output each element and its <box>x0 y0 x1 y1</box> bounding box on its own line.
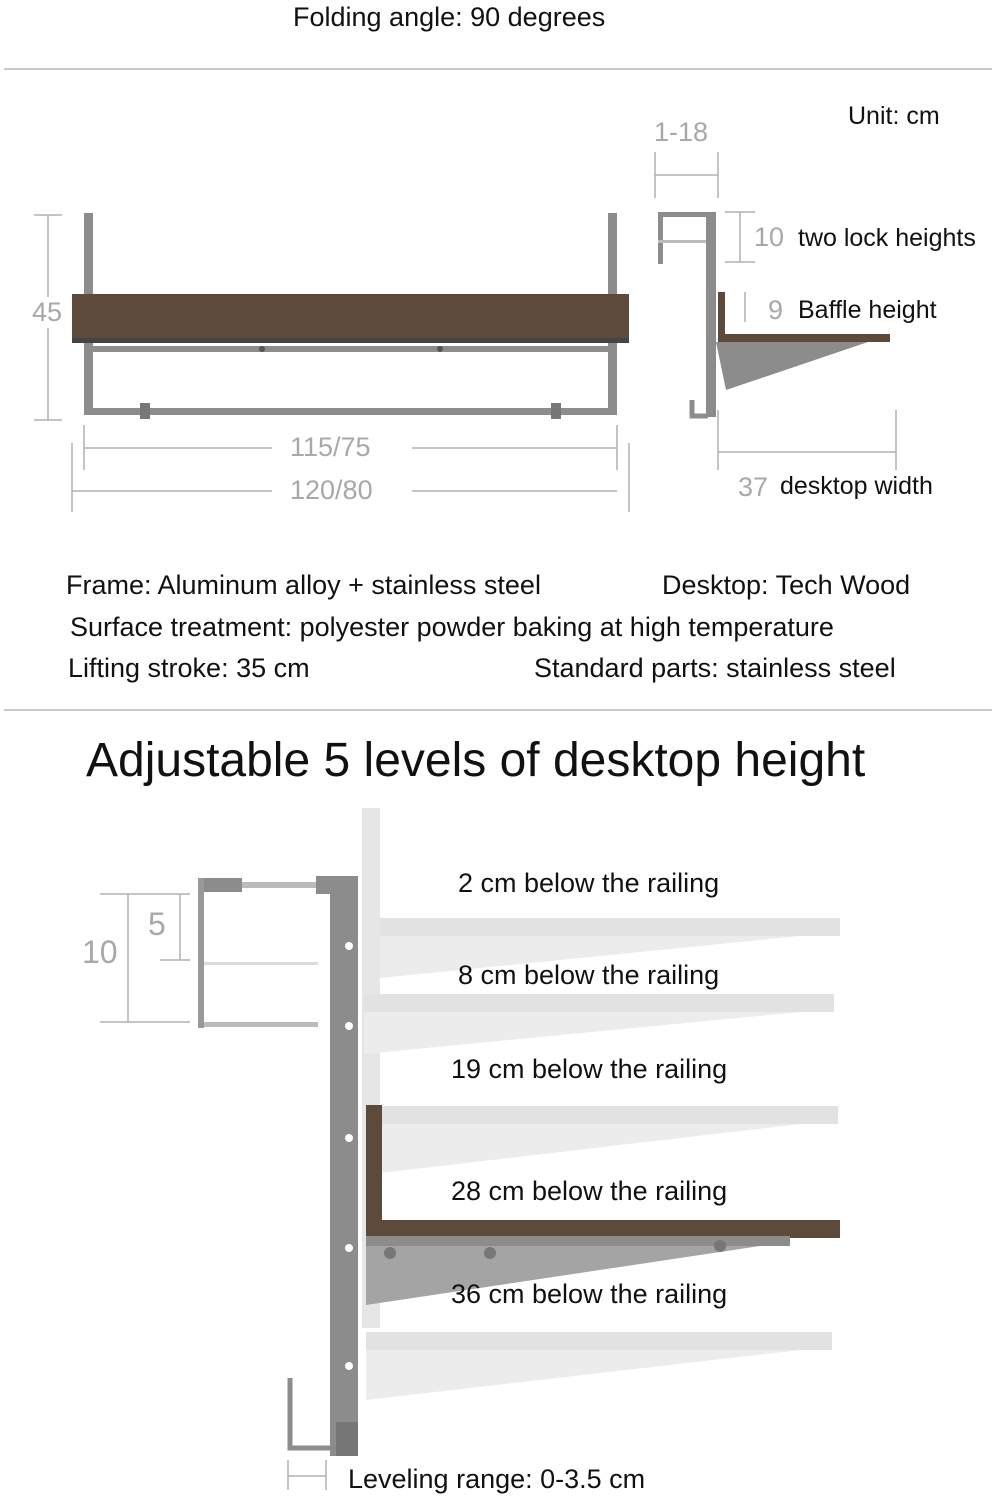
front-inner-width-label: 115/75 <box>290 432 371 462</box>
spec-desktop: Desktop: Tech Wood <box>662 570 911 600</box>
level-label-4: 28 cm below the railing <box>451 1176 728 1206</box>
hook-inner-dim: 5 <box>148 906 166 942</box>
leveling-range-text: Leveling range: 0-3.5 cm <box>348 1464 646 1494</box>
level-label-5: 36 cm below the railing <box>451 1279 728 1309</box>
baffle-height-label: Baffle height <box>798 296 937 324</box>
level-label-3: 19 cm below the railing <box>451 1054 728 1084</box>
baffle-height-value: 9 <box>768 295 784 325</box>
desktop-width-label: desktop width <box>780 472 933 500</box>
folding-angle-text: Folding angle: 90 degrees <box>293 2 606 32</box>
middle-divider <box>4 709 992 711</box>
level-label-2: 8 cm below the railing <box>458 960 720 990</box>
unit-label: Unit: cm <box>848 102 940 130</box>
levels-heading: Adjustable 5 levels of desktop height <box>86 734 866 787</box>
levels-diagram <box>0 800 996 1490</box>
front-outer-width-label: 120/80 <box>290 475 373 505</box>
spec-lifting: Lifting stroke: 35 cm <box>68 653 310 683</box>
level-shelf-3 <box>372 1106 838 1174</box>
desktop-width-value: 37 <box>738 472 769 502</box>
dimension-diagram <box>0 70 996 610</box>
lock-height-label: two lock heights <box>798 224 976 252</box>
front-height-label: 45 <box>32 297 63 327</box>
lock-height-value: 10 <box>754 222 785 252</box>
spec-frame: Frame: Aluminum alloy + stainless steel <box>66 570 541 600</box>
spec-standard-parts: Standard parts: stainless steel <box>534 653 896 683</box>
hook-outer-dim: 10 <box>82 934 118 970</box>
level-label-1: 2 cm below the railing <box>458 868 720 898</box>
level-shelf-2 <box>364 994 834 1054</box>
spec-surface: Surface treatment: polyester powder baking at high temperature <box>70 612 834 642</box>
front-view <box>34 213 629 512</box>
level-shelf-5 <box>366 1332 832 1400</box>
clamp-range-label: 1-18 <box>654 117 709 147</box>
